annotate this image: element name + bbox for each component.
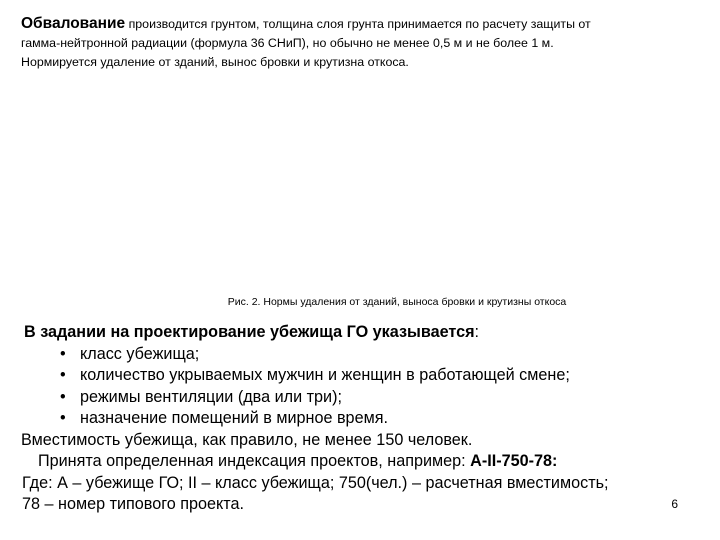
list-item-text: класс убежища; <box>80 344 200 363</box>
intro-line-1: производится грунтом, толщина слоя грунта принимается по расчету защиты от <box>125 17 591 31</box>
heading-colon: : <box>474 323 480 341</box>
intro-line-2: гамма-нейтронной радиации (формула 36 СНиП), но обычно не менее 0,5 м и не более 1 м. <box>21 36 554 50</box>
list-item <box>24 408 704 430</box>
assignment-section <box>21 322 704 516</box>
figure-placeholder <box>21 76 701 286</box>
list-item <box>24 387 704 409</box>
page-number: 6 <box>671 497 678 511</box>
list-item <box>24 365 704 387</box>
indexing-text: Принята определенная индексация проектов, например: <box>38 452 471 470</box>
intro-paragraph <box>21 14 701 72</box>
list-item-text: назначение помещений в мирное время. <box>80 409 388 427</box>
assignment-heading <box>24 322 704 344</box>
term-embankment: Обвалование <box>21 15 126 32</box>
project-code: А-II-750-78: <box>470 452 558 470</box>
where-line: Где: А – убежище ГО; II – класс убежища; 750(чел.) – расчетная вместимость; <box>22 473 609 492</box>
requirements-list <box>24 344 704 430</box>
project-number-line: 78 – номер типового проекта. <box>22 495 245 513</box>
list-item-text: количество укрываемых мужчин и женщин в работающей смене; <box>80 366 570 384</box>
bullet-icon: • <box>60 409 66 427</box>
bullet-icon: • <box>60 366 66 384</box>
list-item <box>24 344 704 366</box>
bullet-icon: • <box>60 387 66 406</box>
figure-caption: Рис. 2. Нормы удаления от зданий, выноса бровки и крутизны откоса <box>227 296 567 308</box>
intro-line-3: Нормируется удаление от зданий, вынос бровки и крутизна откоса. <box>21 55 409 69</box>
assignment-heading-text: В задании на проектирование убежища ГО указывается <box>24 323 475 341</box>
list-item-text: режимы вентиляции (два или три); <box>80 387 342 406</box>
indexing-line <box>38 451 704 473</box>
bullet-icon: • <box>60 344 66 363</box>
capacity-line: Вместимость убежища, как правило, не менее 150 человек. <box>21 430 473 449</box>
